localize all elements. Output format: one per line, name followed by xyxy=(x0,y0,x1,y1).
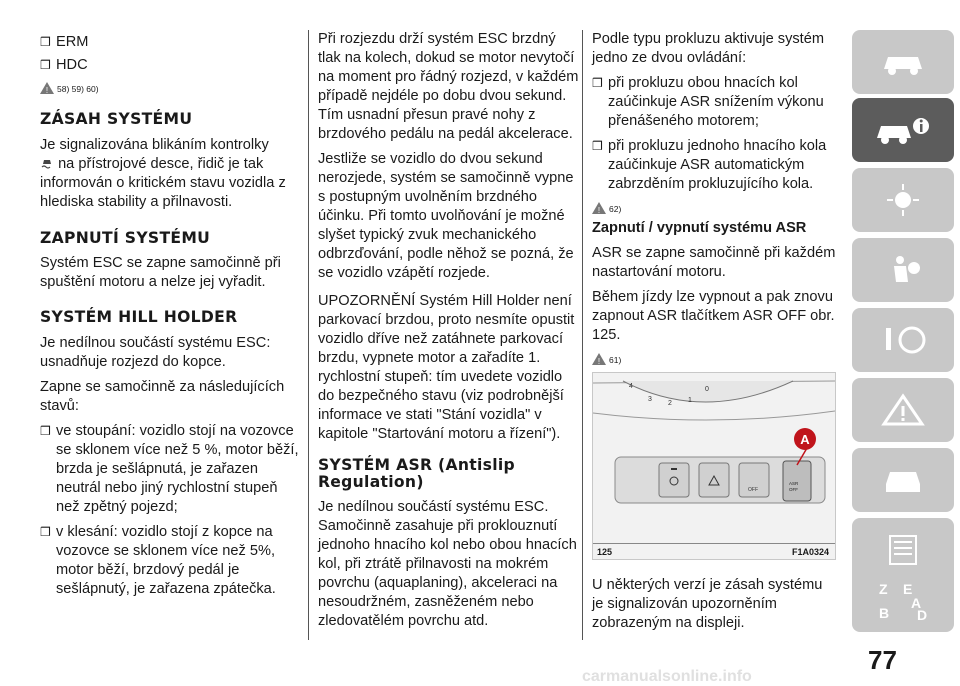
svg-text:A: A xyxy=(911,595,922,611)
figure-number: 125 xyxy=(597,547,613,557)
tab-warning[interactable] xyxy=(852,378,954,442)
paragraph: U některých verzí je zásah systému je signalizován upozorněním zobrazeným na displeji. xyxy=(592,577,823,631)
svg-text:1: 1 xyxy=(688,397,692,404)
svg-text:ASR: ASR xyxy=(789,481,799,486)
warning-reference: ! 61) xyxy=(592,349,836,365)
section-heading: ZÁSAH SYSTÉMU xyxy=(40,110,193,128)
warning-reference: ! 62) xyxy=(592,198,836,214)
svg-text:E: E xyxy=(903,581,913,597)
svg-text:B: B xyxy=(879,605,890,621)
figure-code: F1A0324 xyxy=(791,547,829,557)
tab-lights[interactable] xyxy=(852,168,954,232)
section-heading: SYSTÉM ASR (Antislip Regulation) xyxy=(318,456,515,491)
esc-warning-icon xyxy=(40,156,54,170)
svg-text:4: 4 xyxy=(629,383,633,390)
svg-text:OFF: OFF xyxy=(789,487,798,492)
list-item: ❒ ERM xyxy=(40,34,89,50)
airbag-seat-icon xyxy=(878,252,928,288)
svg-text:0: 0 xyxy=(705,386,709,393)
warning-triangle-icon xyxy=(592,353,606,365)
paragraph: Zapne se samočinně za následujících stavů: xyxy=(40,379,285,414)
paragraph: Podle typu prokluzu aktivuje systém jedno ze dvou ovládání: xyxy=(592,31,824,66)
car-front-icon xyxy=(878,462,928,498)
warning-triangle-icon xyxy=(40,82,54,94)
paragraph: Je nedílnou součástí systému ESC. Samočinně zasahuje při proklouznutí jednoho hnacího kol nebo obou hnacích kol, při ztrátě přilnavosti na mokrém povrchu (aquaplaning), akceleraci na nesoudržném, zasněženém nebo zledovatělém povrchu atd. xyxy=(318,499,577,629)
tab-key-steering[interactable] xyxy=(852,308,954,372)
figure-dashboard-buttons xyxy=(592,372,836,560)
car-info-icon xyxy=(873,112,933,148)
svg-text:A: A xyxy=(800,432,810,447)
alphabet-index-icon xyxy=(873,578,933,622)
tab-car-info[interactable] xyxy=(852,98,954,162)
column-2 xyxy=(318,0,580,631)
subsection-heading: Zapnutí / vypnutí systému ASR xyxy=(592,220,807,236)
paragraph: ASR se zapne samočinně při každém nastartování motoru. xyxy=(592,245,836,280)
list-item: ❒ při prokluzu obou hnacích kol zaúčinkuje ASR snížením výkonu přenášeného motorem; xyxy=(592,75,824,129)
footer-watermark: carmanualsonline.info xyxy=(582,668,752,685)
svg-text:OFF: OFF xyxy=(748,487,758,493)
car-dashboard-icon xyxy=(878,47,928,77)
svg-text:D: D xyxy=(917,607,928,622)
tab-car-dashboard[interactable] xyxy=(852,30,954,94)
paragraph: Je signalizována blikáním kontrolky na přístrojové desce, řidič je tak informován o kritickém stavu vozidla z hlediska stability a přilnavosti. xyxy=(40,137,286,210)
paragraph: Je nedílnou součástí systému ESC: usnadňuje rozjezd do kopce. xyxy=(40,335,271,370)
column-divider xyxy=(582,30,583,640)
paragraph: UPOZORNĚNÍ Systém Hill Holder není parkovací brzdou, proto nesmíte opustit vozidlo dříve než zatáhnete parkovací brzdu, vypnete motor a zařadíte 1. rychlostní stupeň: tím uvedete vozidlo do bezpečného stavu (viz podrobnější informace ve stati "Stání vozidla" v kapitole "Startování motoru a řízení"). xyxy=(318,293,575,442)
paragraph: Při rozjezdu drží systém ESC brzdný tlak na kolech, dokud se motor nevytočí na moment pro řádný rozjezd, v každém případě nejdéle po dobu dvou sekund. Tím usnadní přesun pravé nohy z brzdového pedálu na pedál akcelerace. xyxy=(318,31,579,142)
svg-text:!: ! xyxy=(597,357,601,365)
paragraph: Během jízdy lze vypnout a pak znovu zapnout ASR tlačítkem ASR OFF obr. 125. xyxy=(592,289,835,343)
page-number: 77 xyxy=(868,645,897,675)
column-1 xyxy=(40,0,302,599)
section-heading: SYSTÉM HILL HOLDER xyxy=(40,308,238,326)
key-steering-icon xyxy=(878,322,928,358)
svg-text:2: 2 xyxy=(668,400,672,407)
warning-triangle-icon xyxy=(878,392,928,428)
list-item: ❒ HDC xyxy=(40,57,88,73)
tech-data-icon xyxy=(878,532,928,568)
tab-airbag-seat[interactable] xyxy=(852,238,954,302)
warning-triangle-icon xyxy=(592,202,606,214)
paragraph: Systém ESC se zapne samočinně při spuštění motoru a nelze jej vyřadit. xyxy=(40,255,281,290)
lights-icon xyxy=(878,182,928,218)
warning-reference: ! 58) 59) 60) xyxy=(40,78,302,94)
dashboard-illustration xyxy=(593,373,835,559)
tab-car-front[interactable] xyxy=(852,448,954,512)
list-item: ❒ ve stoupání: vozidlo stojí na vozovce se sklonem více než 5 %, motor běží, brzda je sešlápnutá, je zařazen neutrál nebo jiný rychlostní stupeň než zpětný pojezd; xyxy=(40,423,299,515)
column-divider xyxy=(308,30,309,640)
svg-text:3: 3 xyxy=(648,396,652,403)
section-heading: ZAPNUTÍ SYSTÉMU xyxy=(40,229,211,247)
list-item: ❒ při prokluzu jednoho hnacího kola zaúčinkuje ASR automatickým zabrzděním prokluzujícího kola. xyxy=(592,138,827,192)
svg-text:Z: Z xyxy=(879,581,888,597)
tab-alphabet-index[interactable] xyxy=(852,568,954,632)
paragraph: Jestliže se vozidlo do dvou sekund nerozjede, systém se samočinně vypne s postupným uvolněním brzdného účinku. Při tomto uvolňování je možné slyšet typický zvuk mechanického odbrzďování, podle něhož se pozná, že se vozidlo vzápětí rozjede. xyxy=(318,151,574,281)
svg-text:!: ! xyxy=(45,86,49,94)
svg-text:!: ! xyxy=(597,206,601,214)
list-item: ❒ v klesání: vozidlo stojí z kopce na vozovce se sklonem více než 5%, motor běží, brzdový pedál je sešlápnutý, je zařazena zpátečka. xyxy=(40,524,276,597)
